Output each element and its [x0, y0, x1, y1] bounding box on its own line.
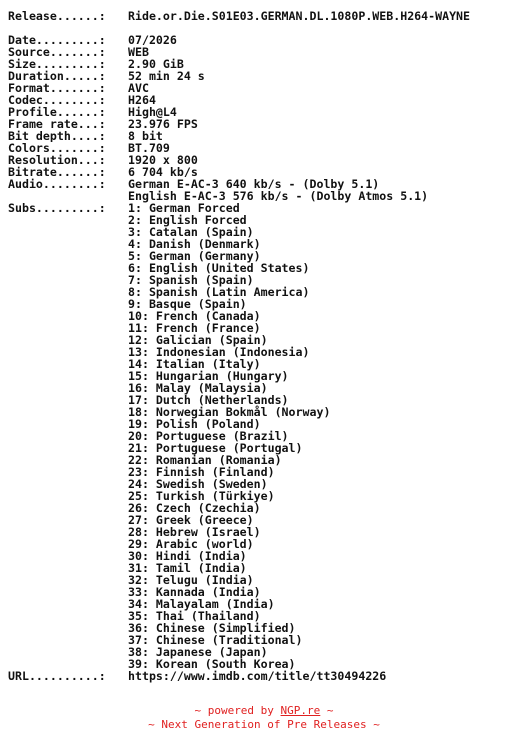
url-row [8, 670, 528, 682]
subtitle-track-value: 21: Portuguese (Portugal) [128, 441, 303, 455]
audio-track [8, 190, 528, 202]
subtitle-track-value: 28: Hebrew (Israel) [128, 525, 261, 539]
subtitle-track-label [8, 334, 128, 346]
field-row-value: 6 704 kb/s [128, 165, 198, 179]
field-row-value: AVC [128, 81, 149, 95]
subtitle-track-value: 3: Catalan (Spain) [128, 225, 254, 239]
field-row [8, 70, 528, 82]
field-row-value: 1920 x 800 [128, 153, 198, 167]
subtitle-track [8, 238, 528, 250]
field-row-label: Date.........: [8, 34, 113, 46]
subtitle-track [8, 226, 528, 238]
subtitle-track-label [8, 514, 128, 526]
field-row-label: Bitrate......: [8, 166, 113, 178]
subtitle-track-label [8, 538, 128, 550]
footer-tagline: ~ Next Generation of Pre Releases ~ [148, 718, 380, 731]
subtitle-track-value: 10: French (Canada) [128, 309, 261, 323]
subtitle-track-value: 26: Czech (Czechia) [128, 501, 261, 515]
audio-track-label [8, 190, 128, 202]
subtitle-track-value: 34: Malayalam (India) [128, 597, 275, 611]
subtitle-track-value: 7: Spanish (Spain) [128, 273, 254, 287]
subtitle-track-value: 15: Hungarian (Hungary) [128, 369, 289, 383]
subtitle-track-label [8, 382, 128, 394]
field-row [8, 46, 528, 58]
subtitle-track-value: 27: Greek (Greece) [128, 513, 254, 527]
release-label: Release......: [8, 10, 113, 22]
subtitle-track-value: 33: Kannada (India) [128, 585, 261, 599]
footer-suffix: ~ [320, 704, 334, 717]
subtitle-track-label [8, 370, 128, 382]
subtitle-track-label [8, 586, 128, 598]
subtitle-track-label [8, 322, 128, 334]
footer-prefix: ~ powered by [194, 704, 281, 717]
field-row-value: 07/2026 [128, 33, 177, 47]
subtitle-track-value: 37: Chinese (Traditional) [128, 633, 303, 647]
subtitle-track-label [8, 346, 128, 358]
subtitle-track-value: 6: English (United States) [128, 261, 310, 275]
subtitle-track-value: 9: Basque (Spain) [128, 297, 247, 311]
subtitle-track-value: 1: German Forced [128, 201, 240, 215]
subtitle-track [8, 310, 528, 322]
subtitle-track-label [8, 430, 128, 442]
audio-track-label: Audio........: [8, 178, 113, 190]
subtitle-track [8, 502, 528, 514]
spacer [8, 22, 528, 34]
subtitle-track-value: 16: Malay (Malaysia) [128, 381, 268, 395]
subtitle-track-value: 24: Swedish (Sweden) [128, 477, 268, 491]
subtitle-track-label [8, 658, 128, 670]
field-row-value: BT.709 [128, 141, 170, 155]
ngp-link[interactable]: NGP.re [280, 704, 321, 717]
subtitle-track [8, 286, 528, 298]
field-row [8, 118, 528, 130]
subtitle-track-label [8, 262, 128, 274]
subtitle-track-label [8, 238, 128, 250]
field-row-value: 23.976 FPS [128, 117, 198, 131]
subtitle-track-value: 20: Portuguese (Brazil) [128, 429, 289, 443]
field-row [8, 106, 528, 118]
field-row-label: Frame rate...: [8, 118, 113, 130]
field-row [8, 82, 528, 94]
audio-block [8, 178, 528, 202]
subtitle-track-label [8, 490, 128, 502]
subtitle-track [8, 574, 528, 586]
field-row-label: Profile......: [8, 106, 113, 118]
subtitle-track [8, 490, 528, 502]
field-row-label: Size.........: [8, 58, 113, 70]
subtitle-track-label [8, 286, 128, 298]
field-row-label: Format.......: [8, 82, 113, 94]
subtitle-track-value: 22: Romanian (Romania) [128, 453, 282, 467]
field-row-value: 2.90 GiB [128, 57, 184, 71]
audio-track-value: English E-AC-3 576 kb/s - (Dolby Atmos 5.1) [128, 189, 429, 203]
release-row [8, 10, 528, 22]
subtitle-track-label [8, 634, 128, 646]
subtitle-track [8, 550, 528, 562]
field-row-label: Duration.....: [8, 70, 113, 82]
subtitle-track [8, 346, 528, 358]
subtitle-track [8, 298, 528, 310]
subtitle-track-label [8, 298, 128, 310]
subtitle-track-value: 2: English Forced [128, 213, 247, 227]
field-row-label: Bit depth....: [8, 130, 113, 142]
release-value: Ride.or.Die.S01E03.GERMAN.DL.1080P.WEB.H264-WAYNE [128, 9, 471, 23]
subtitle-track-value: 30: Hindi (India) [128, 549, 247, 563]
footer [0, 704, 528, 732]
subtitle-track-label [8, 274, 128, 286]
subtitle-track-value: 39: Korean (South Korea) [128, 657, 296, 671]
subtitle-track-label [8, 562, 128, 574]
subtitle-track [8, 322, 528, 334]
field-row-value: 52 min 24 s [128, 69, 205, 83]
subtitle-track-value: 11: French (France) [128, 321, 261, 335]
subtitle-track-value: 14: Italian (Italy) [128, 357, 261, 371]
subtitle-track-value: 19: Polish (Poland) [128, 417, 261, 431]
footer-powered-by [0, 704, 528, 718]
url-value[interactable]: https://www.imdb.com/title/tt30494226 [128, 669, 387, 683]
subtitle-track-label [8, 394, 128, 406]
subtitle-track [8, 526, 528, 538]
field-row-label: Source.......: [8, 46, 113, 58]
subtitle-track-label [8, 550, 128, 562]
subtitle-track-label [8, 406, 128, 418]
field-row [8, 130, 528, 142]
subtitle-track-value: 35: Thai (Thailand) [128, 609, 261, 623]
subtitle-track-label [8, 358, 128, 370]
subtitle-track-value: 32: Telugu (India) [128, 573, 254, 587]
subtitle-track-label [8, 226, 128, 238]
info-fields [8, 34, 528, 178]
field-row-value: 8 bit [128, 129, 163, 143]
subtitle-track-label [8, 622, 128, 634]
subtitle-track-label [8, 646, 128, 658]
url-label: URL..........: [8, 670, 113, 682]
field-row-value: WEB [128, 45, 149, 59]
subtitle-track [8, 598, 528, 610]
subtitle-track-label [8, 466, 128, 478]
subtitle-track-label [8, 610, 128, 622]
subtitle-track-label [8, 478, 128, 490]
subtitle-track-value: 23: Finnish (Finland) [128, 465, 275, 479]
subtitle-track-value: 25: Turkish (Türkiye) [128, 489, 275, 503]
subtitle-track [8, 202, 528, 214]
field-row-label: Colors.......: [8, 142, 113, 154]
subtitle-track-label [8, 454, 128, 466]
subtitle-track-value: 4: Danish (Denmark) [128, 237, 261, 251]
subtitle-track-label [8, 442, 128, 454]
subtitle-track-value: 12: Galician (Spain) [128, 333, 268, 347]
subtitle-track-label [8, 526, 128, 538]
subtitle-track-label [8, 598, 128, 610]
field-row [8, 142, 528, 154]
subtitle-track [8, 214, 528, 226]
subtitle-track-value: 18: Norwegian Bokmål (Norway) [128, 405, 331, 419]
field-row [8, 154, 528, 166]
subtitle-track-label [8, 310, 128, 322]
subtitle-track-label [8, 214, 128, 226]
subtitle-track-value: 8: Spanish (Latin America) [128, 285, 310, 299]
subtitle-track-label [8, 574, 128, 586]
subtitle-track [8, 634, 528, 646]
subtitle-track-value: 13: Indonesian (Indonesia) [128, 345, 310, 359]
audio-track-value: German E-AC-3 640 kb/s - (Dolby 5.1) [128, 177, 380, 191]
subtitle-track-value: 36: Chinese (Simplified) [128, 621, 296, 635]
field-row-label: Codec........: [8, 94, 113, 106]
subtitle-track-label [8, 250, 128, 262]
subtitle-track-value: 5: German (Germany) [128, 249, 261, 263]
field-row [8, 34, 528, 46]
field-row-label: Resolution...: [8, 154, 113, 166]
subtitle-track-value: 38: Japanese (Japan) [128, 645, 268, 659]
subtitle-track [8, 466, 528, 478]
subtitle-track-label: Subs.........: [8, 202, 113, 214]
subtitle-track [8, 406, 528, 418]
field-row-value: High@L4 [128, 105, 177, 119]
subtitle-track-label [8, 418, 128, 430]
subtitle-track [8, 262, 528, 274]
subtitle-track-value: 29: Arabic (world) [128, 537, 254, 551]
subs-block [8, 202, 528, 670]
field-row-value: H264 [128, 93, 156, 107]
field-row [8, 58, 528, 70]
subtitle-track [8, 514, 528, 526]
subtitle-track [8, 538, 528, 550]
subtitle-track-label [8, 502, 128, 514]
subtitle-track-value: 31: Tamil (India) [128, 561, 247, 575]
field-row [8, 94, 528, 106]
subtitle-track-value: 17: Dutch (Netherlands) [128, 393, 289, 407]
subtitle-track [8, 370, 528, 382]
subtitle-track [8, 562, 528, 574]
nfo-text [8, 10, 528, 682]
